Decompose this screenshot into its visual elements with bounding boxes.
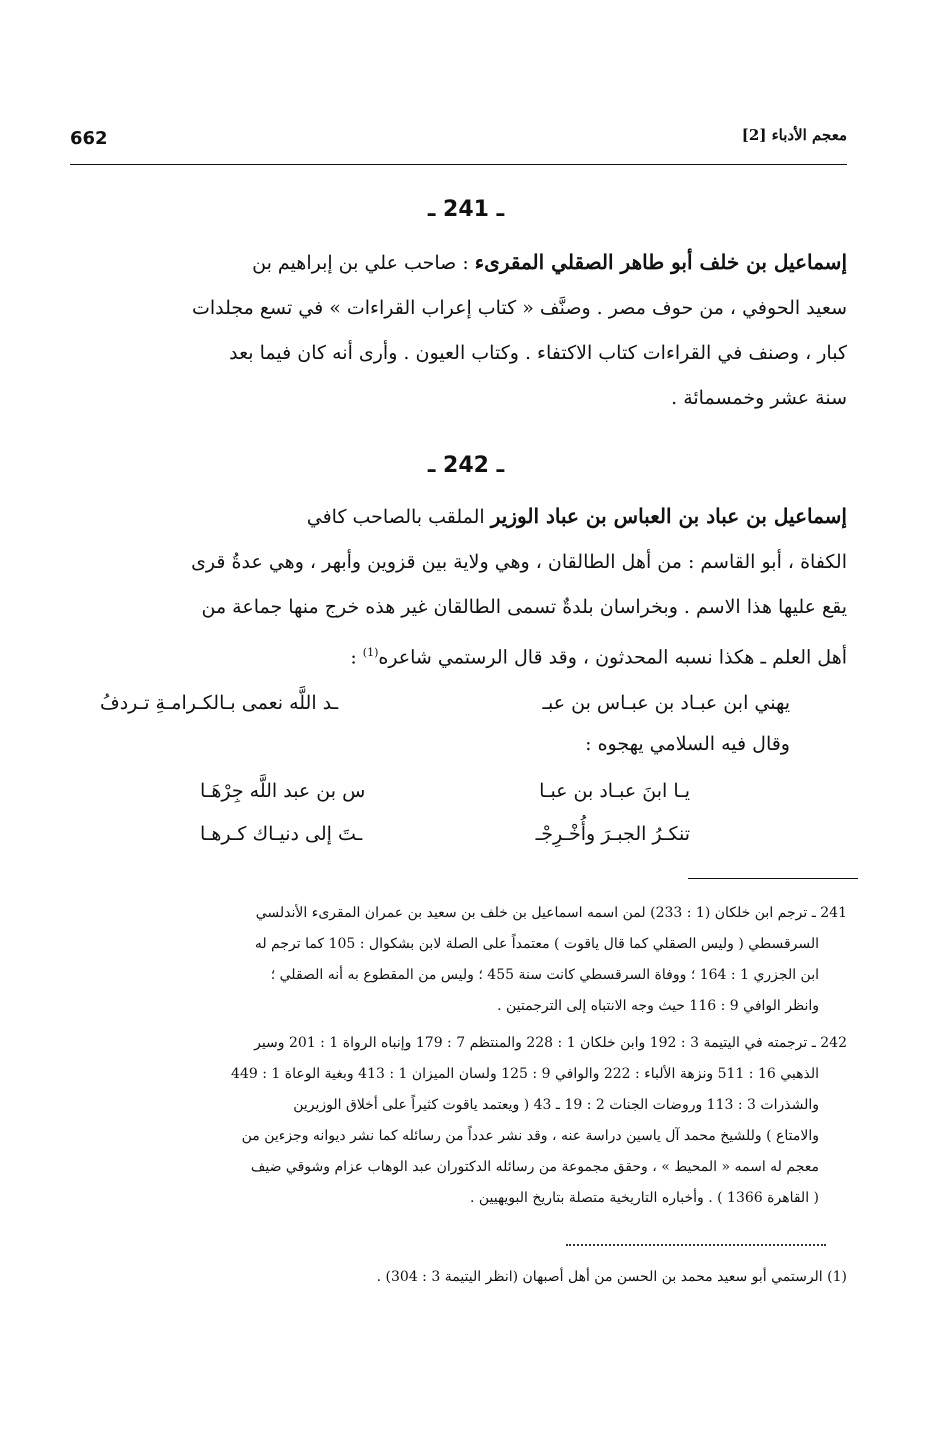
entry-241-line-2: سعيد الحوفي ، من حوف مصر . وصنَّف « كتاب إعراب القراءات » في تسع مجلدات xyxy=(191,297,847,319)
note-separator xyxy=(566,1244,826,1246)
note-1: (1) الرستمي أبو سعيد محمد بن الحسن من أهل أصبهان (انظر اليتيمة 3 : 304) . xyxy=(376,1269,847,1285)
entry-242-line-1: إسماعيل بن عباد بن العباس بن عباد الوزير الملقب بالصاحب كافي xyxy=(306,504,847,528)
entry-241-name: إسماعيل بن خلف أبو طاهر الصقلي المقرىء xyxy=(474,250,847,274)
running-header xyxy=(70,126,847,156)
verse-2-1-right: يـا ابنَ عبـاد بن عبـا xyxy=(539,780,690,802)
footnote-242-line-1: 242 ـ ترجمته في اليتيمة 3 : 192 وابن خلكان 1 : 228 والمنتظم 7 : 179 وإنباه الرواة 1 : 201 وسير xyxy=(254,1035,847,1051)
verse-1-hemistich-right: يهني ابن عبـاد بن عبـاس بن عبـ xyxy=(542,692,790,714)
entry-number-242: ـ 242 ـ xyxy=(427,453,505,478)
footnote-242 xyxy=(72,1028,847,1214)
entry-241-line-1: إسماعيل بن خلف أبو طاهر الصقلي المقرىء : صاحب علي بن إبراهيم بن xyxy=(252,250,847,274)
entry-number-241: ـ 241 ـ xyxy=(427,197,505,222)
footnote-241-line-4: وانظر الوافي 9 : 116 حيث وجه الانتباه إلى الترجمتين . xyxy=(497,998,819,1014)
page-number: 662 xyxy=(70,128,108,149)
entry-242-text xyxy=(72,494,847,680)
footnote-241-line-2: السرقسطي ( وليس الصقلي كما قال ياقوت ) معتمداً على الصلة لابن بشكوال : 105 كما ترجم له xyxy=(254,936,819,952)
verse-2-1-left: س بن عبد اللَّه جِرْهَـا xyxy=(200,780,366,802)
entry-241-text xyxy=(72,240,847,421)
entry-241-line-3: كبار ، وصنف في القراءات كتاب الاكتفاء . وكتاب العيون . وأرى أنه كان فيما بعد xyxy=(229,342,847,364)
footnote-241-line-3: ابن الجزري 1 : 164 ؛ ووفاة السرقسطي كانت سنة 455 ؛ وليس من المقطوع به أنه الصقلي ؛ xyxy=(270,967,819,983)
footnote-rule xyxy=(688,878,858,879)
footnote-242-line-5: معجم له اسمه « المحيط » ، وحقق مجموعة من رسائله الدكتوران عبد الوهاب عزام وشوقي ضيف xyxy=(250,1159,819,1175)
footnote-242-line-4: والامتاع ) وللشيخ محمد آل ياسين دراسة عنه ، وقد نشر عدداً من رسائله كما نشر ديوانه وجزءين من xyxy=(241,1128,819,1144)
verse-intro: وقال فيه السلامي يهجوه : xyxy=(585,733,790,755)
footnote-241-line-1: 241 ـ ترجم ابن خلكان (1 : 233) لمن اسمه اسماعيل بن خلف بن سعيد بن عمران المقرىء الأندلسي xyxy=(255,905,847,921)
entry-242-line-2: الكفاة ، أبو القاسم : من أهل الطالقان ، وهي ولاية بين قزوين وأبهر ، وهي عدةُ قرى xyxy=(191,551,847,573)
footnote-ref-1: (1) xyxy=(362,646,379,659)
verse-2-2-right: تنكـرُ الجبـرَ وأُخْـرِجْـ xyxy=(535,823,690,845)
entry-242-line-4: أهل العلم ـ هكذا نسبه المحدثون ، وقد قال الرستمي شاعره$^{(1)}$ : xyxy=(350,646,847,669)
header-rule xyxy=(70,164,847,165)
footnote-242-line-3: والشذرات 3 : 113 وروضات الجنات 2 : 19 ـ 43 ( ويعتمد ياقوت كثيراً على أخلاق الوزيرين xyxy=(293,1097,819,1113)
entry-242-line-3: يقع عليها هذا الاسم . وبخراسان بلدةٌ تسمى الطالقان غير هذه خرج منها جماعة من xyxy=(201,596,847,618)
verse-2-2-left: ـتَ إلى دنيـاك كـرهـا xyxy=(200,823,363,845)
entry-242-name: إسماعيل بن عباد بن العباس بن عباد الوزير xyxy=(490,504,847,528)
verse-2-line-2 xyxy=(200,814,690,854)
entry-241-line-4: سنة عشر وخمسمائة . xyxy=(671,387,847,409)
running-title: معجم الأدباء [2] xyxy=(741,126,847,144)
verse-1 xyxy=(100,683,790,723)
footnote-241 xyxy=(72,898,847,1022)
verse-1-hemistich-left: ـد اللَّه نعمى بـالكـرامـةِ تـردفُ xyxy=(100,692,339,714)
footnote-242-line-6: ( القاهرة 1366 ) . وأخباره التاريخية متصلة بتاريخ البويهيين . xyxy=(469,1190,819,1206)
verse-2-line-1 xyxy=(200,771,690,811)
footnote-242-line-2: الذهبي 16 : 511 ونزهة الألباء : 222 والوافي 9 : 125 ولسان الميزان 1 : 413 وبغية الوعاة 1 : 449 xyxy=(231,1066,819,1082)
